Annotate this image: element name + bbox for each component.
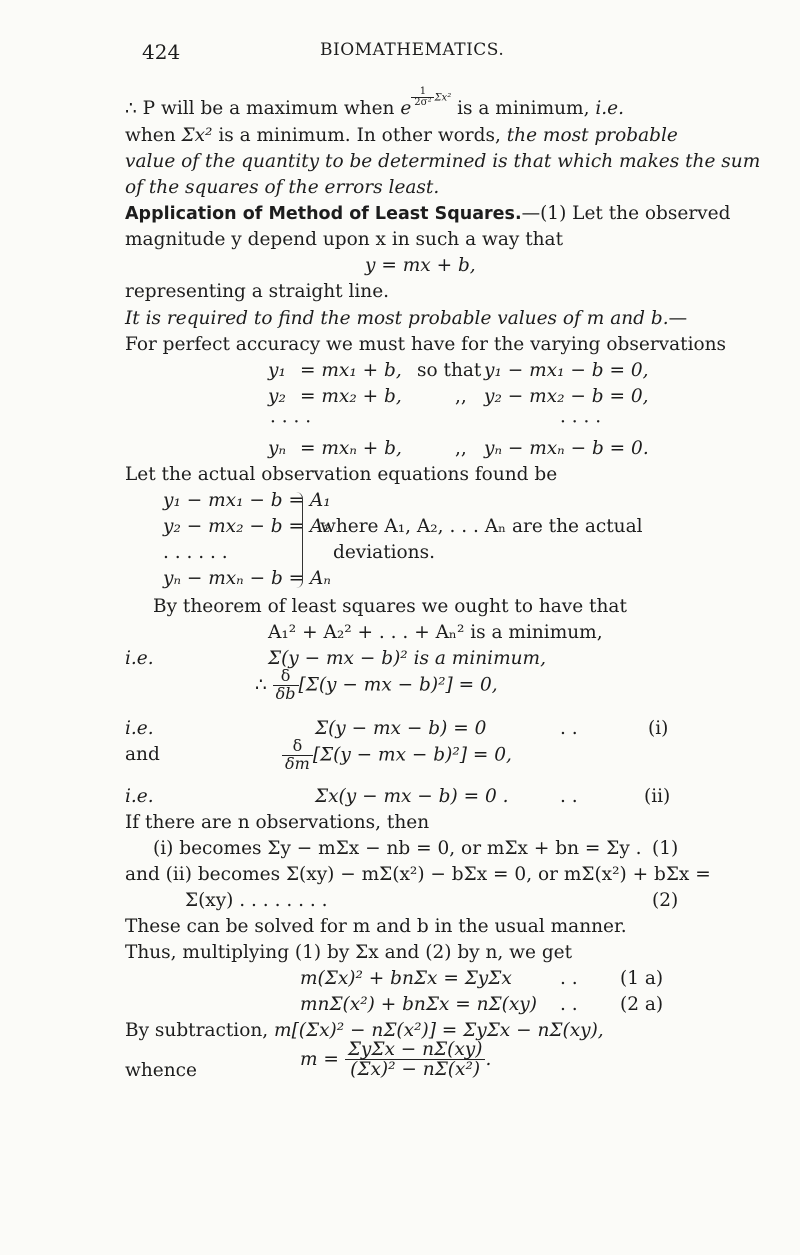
exp-sum: Σx²: [434, 92, 452, 103]
eq-2a-dots: . .: [560, 994, 578, 1015]
exp-base: e: [400, 98, 412, 119]
perfect-eq-2: = mx₂ + b,: [300, 386, 402, 407]
heading-tail: —(1) Let the observed: [521, 203, 731, 224]
main-equation: y = mx + b,: [365, 255, 476, 276]
section-line-5: For perfect accuracy we must have for the varying observations: [125, 334, 727, 355]
solve-line-4: These can be solved for m and b in the usual manner.: [125, 916, 627, 937]
section-heading-line: [125, 205, 730, 224]
ie-label-1: i.e.: [125, 648, 154, 669]
m-num: ΣyΣx − nΣ(xy): [345, 1040, 486, 1060]
perfect-dots-right: · · · ·: [560, 412, 602, 433]
tag-ii: (ii): [644, 786, 671, 807]
actual-row-n: yₙ − mxₙ − b = Aₙ: [163, 568, 331, 589]
section-line-2: magnitude y depend upon x in such a way that: [125, 229, 564, 250]
eq-1a-dots: . .: [560, 968, 578, 989]
therefore-text: ∴ P will be a maximum when: [125, 98, 401, 119]
tag-2a: (2 a): [620, 994, 664, 1015]
sum-min: Σ(y − mx − b)² is a minimum,: [268, 648, 546, 669]
section-line-3: representing a straight line.: [125, 281, 390, 302]
actual-row-1: y₁ − mx₁ − b = A₁: [163, 490, 331, 511]
section-heading: Application of Method of Least Squares.: [125, 204, 522, 224]
eq-1a: m(Σx)² + bnΣx = ΣyΣx: [300, 968, 512, 989]
actual-row-dots: . . . . . .: [163, 542, 228, 563]
sub-eq: m[(Σx)² − nΣ(x²)] = ΣyΣx − nΣ(xy),: [274, 1020, 604, 1041]
intro-ie: i.e.: [595, 98, 624, 119]
and-label: and: [125, 744, 160, 765]
exponent: [411, 87, 451, 109]
perfect-eq-1: = mx₁ + b,: [300, 360, 402, 381]
intro-sum: Σx²: [181, 125, 213, 146]
d-num: δ: [273, 668, 299, 686]
exp-num: 1: [411, 87, 434, 99]
perfect-eq-n: = mxₙ + b,: [300, 438, 402, 459]
running-title: BIOMATHEMATICS.: [320, 40, 505, 60]
ie-label-2: i.e.: [125, 718, 154, 739]
section-line-4: [125, 310, 687, 329]
sum-squares: A₁² + A₂² + . . . + Aₙ² is a minimum,: [268, 622, 603, 643]
right-brace: [296, 492, 303, 588]
obs-line: If there are n observations, then: [125, 812, 430, 833]
deriv-b-frac: [273, 668, 299, 703]
eq-ii-dots: . .: [560, 786, 578, 807]
deriv-b-expr: [Σ(y − mx − b)²] = 0,: [298, 674, 498, 696]
eq-i-dots: . .: [560, 718, 578, 739]
perfect-dots-left: · · · ·: [270, 412, 312, 433]
dash: —: [668, 308, 688, 329]
perfect-rhs-1: y₁ − mx₁ − b = 0,: [484, 360, 649, 381]
deriv-m-frac: [282, 738, 313, 773]
m-result: [300, 1040, 491, 1080]
intro-line-2: [125, 127, 678, 146]
m-end: .: [485, 1048, 492, 1070]
eq-2a: mnΣ(x²) + bnΣx = nΣ(xy): [300, 994, 537, 1015]
m-eq: m =: [300, 1048, 339, 1070]
ie-label-3: i.e.: [125, 786, 154, 807]
perfect-mid-2: ,,: [455, 386, 467, 407]
exp-den: 2σ²: [414, 97, 432, 108]
perfect-rhs-2: y₂ − mx₂ − b = 0,: [484, 386, 649, 407]
solve-line-5: Thus, multiplying (1) by Σx and (2) by n, we get: [125, 942, 573, 963]
perfect-mid-1: so that: [417, 360, 482, 381]
intro-suffix: is a minimum,: [451, 98, 596, 119]
perfect-lhs-2: y₂: [268, 386, 286, 407]
d-den-b: δb: [275, 683, 296, 703]
intro-when: when: [125, 125, 182, 146]
perfect-rhs-n: yₙ − mxₙ − b = 0.: [484, 438, 649, 459]
requirement-text: It is required to find the most probable values of m and b.: [125, 308, 669, 329]
perfect-lhs-1: y₁: [268, 360, 286, 381]
actual-row-2: y₂ − mx₂ − b = A₂: [163, 516, 331, 537]
tag-2: (2): [652, 890, 679, 911]
actual-note-1: where A₁, A₂, . . . Aₙ are the actual: [320, 516, 643, 537]
deriv-b: [255, 668, 498, 703]
intro-line-4: of the squares of the errors least.: [125, 177, 440, 198]
perfect-lhs-n: yₙ: [268, 438, 286, 459]
eq-i: Σ(y − mx − b) = 0: [315, 718, 487, 739]
whence-label: whence: [125, 1060, 197, 1081]
page-number: 424: [142, 40, 181, 64]
intro-line-1: [125, 85, 624, 123]
tag-1: (1): [652, 838, 679, 859]
actual-intro: Let the actual observation equations found be: [125, 464, 558, 485]
deriv-m: [282, 738, 512, 773]
theorem-line: By theorem of least squares we ought to have that: [153, 596, 627, 617]
perfect-mid-n: ,,: [455, 438, 467, 459]
intro-italic: the most probable: [506, 125, 678, 146]
d-den-m: δm: [285, 753, 310, 773]
therefore-symbol: ∴: [255, 674, 267, 696]
deriv-m-expr: [Σ(y − mx − b)²] = 0,: [312, 744, 512, 766]
d-num-m: δ: [282, 738, 313, 756]
tag-1a: (1 a): [620, 968, 664, 989]
m-fraction: [345, 1040, 486, 1080]
solve-line-2: and (ii) becomes Σ(xy) − mΣ(x²) − bΣx = 0, or mΣ(x²) + bΣx =: [125, 864, 711, 885]
intro-text: is a minimum. In other words,: [212, 125, 507, 146]
m-den: (Σx)² − nΣ(x²): [350, 1059, 481, 1081]
intro-line-3: value of the quantity to be determined is that which makes the sum: [125, 151, 761, 172]
sub-label: By subtraction,: [125, 1020, 269, 1041]
tag-i: (i): [648, 718, 669, 739]
solve-line-3: Σ(xy) . . . . . . . .: [185, 890, 328, 911]
solve-line-1: (i) becomes Σy − mΣx − nb = 0, or mΣx + bn = Σy .: [153, 838, 642, 859]
actual-note-2: deviations.: [333, 542, 435, 563]
subtraction-line: [125, 1022, 604, 1041]
eq-ii: Σx(y − mx − b) = 0 .: [315, 786, 509, 807]
